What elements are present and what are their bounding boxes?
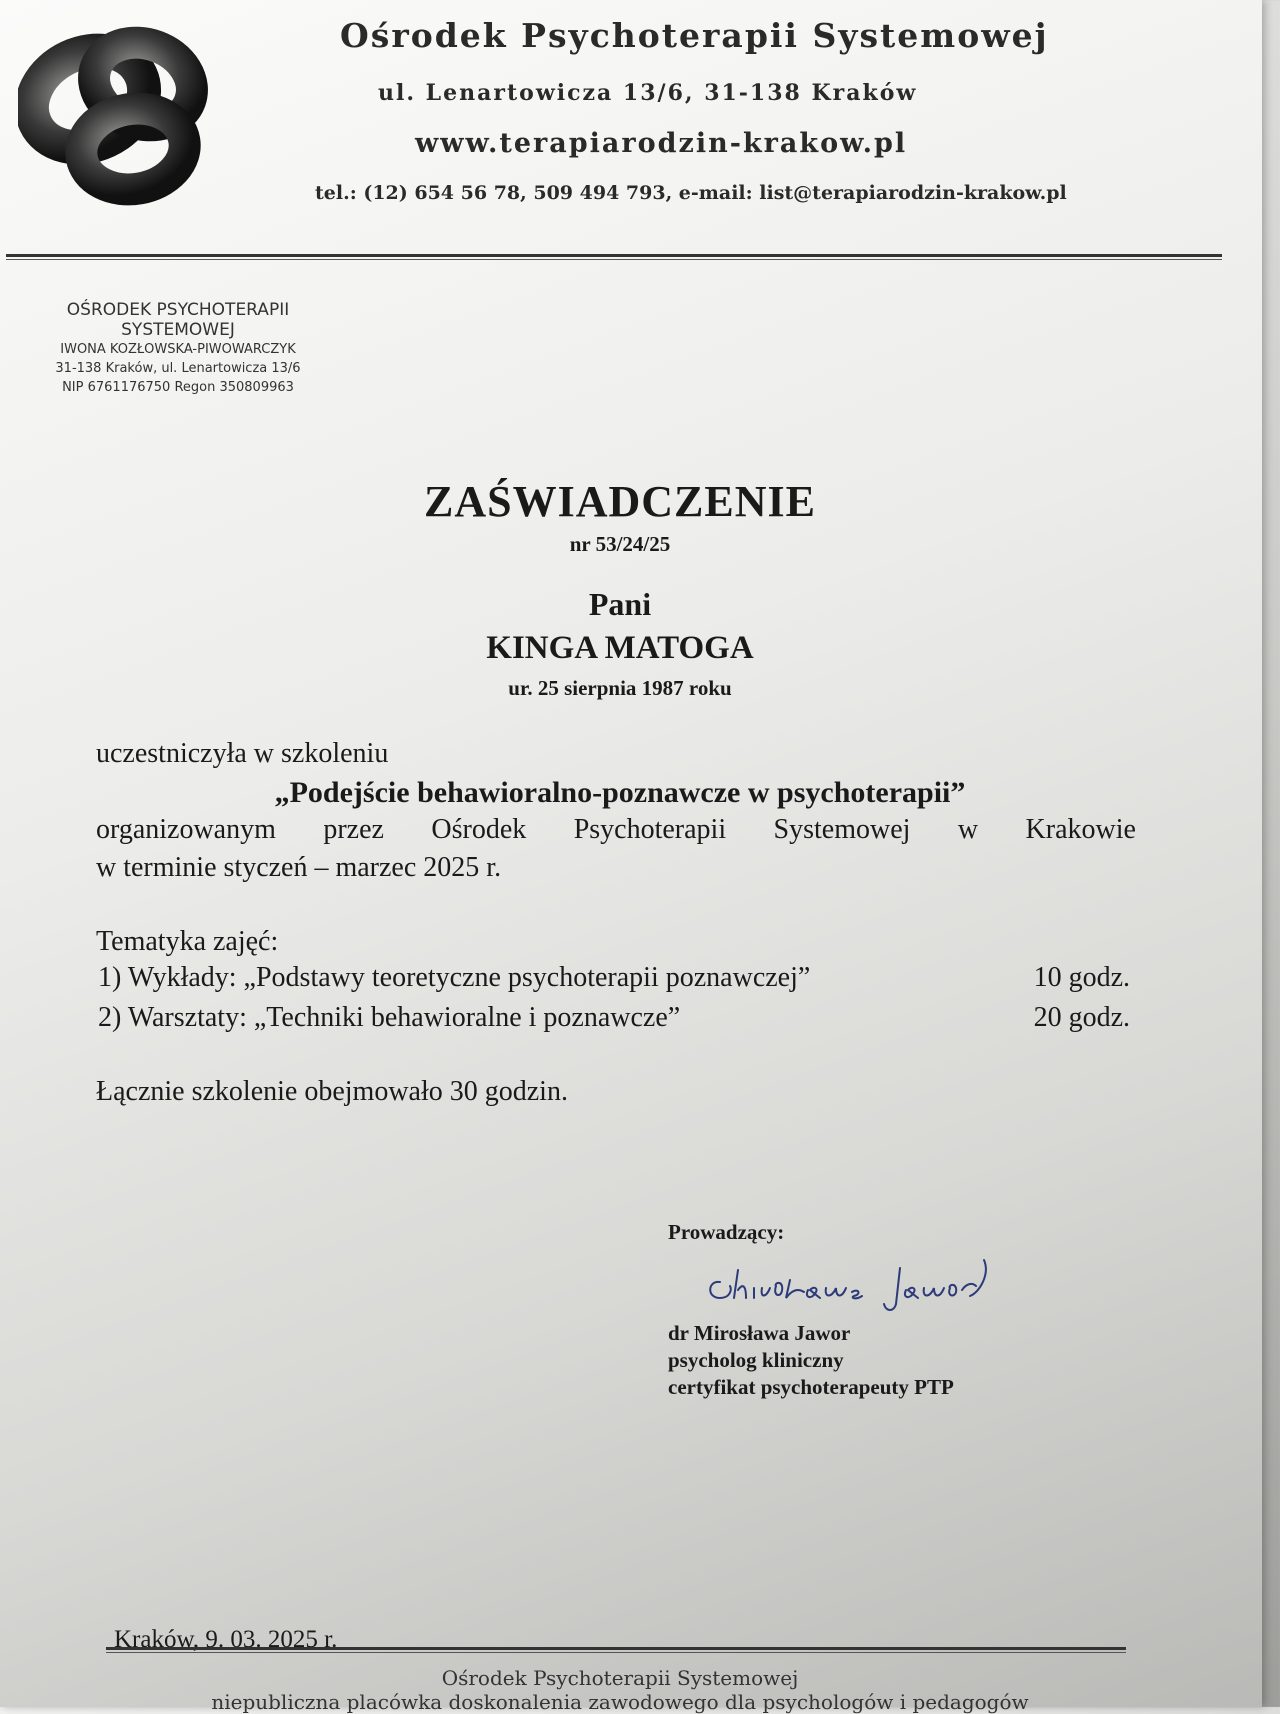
word: Psychoterapii (573, 814, 727, 845)
word: Systemowej (773, 814, 911, 845)
stamp-line: 31-138 Kraków, ul. Lenartowicza 13/6 (55, 361, 301, 376)
lead-role: psycholog kliniczny (668, 1348, 844, 1372)
org-name: Ośrodek Psychoterapii Systemowej (340, 16, 1049, 55)
organized-by-text (96, 814, 1136, 846)
place-date: Kraków, 9. 03. 2025 r. (114, 1626, 338, 1653)
certificate-title: ZAŚWIADCZENIE (424, 477, 816, 526)
topic-hours: 20 godz. (1033, 1002, 1130, 1033)
certificate-number: nr 53/24/25 (569, 532, 671, 556)
lead-label: Prowadzący: (668, 1220, 785, 1244)
participated-text: uczestniczyła w szkoleniu (96, 738, 389, 769)
topics-label: Tematyka zajęć: (96, 926, 279, 957)
course-name: „Podejście behawioralno-poznawcze w psychoterapii” (274, 776, 966, 809)
topic-text: 1) Wykłady: „Podstawy teoretyczne psychoterapii poznawczej” (98, 962, 811, 993)
topic-text: 2) Warsztaty: „Techniki behawioralne i poznawcze” (98, 1002, 681, 1033)
lead-certificate: certyfikat psychoterapeuty PTP (668, 1375, 954, 1399)
word: w (957, 814, 979, 845)
word: przez (323, 814, 384, 845)
signature-icon (700, 1240, 1030, 1320)
word: Krakowie (1025, 814, 1136, 845)
footer-divider (106, 1647, 1126, 1653)
birth-date: ur. 25 sierpnia 1987 roku (508, 676, 732, 700)
footer-description: niepubliczna placówka doskonalenia zawodowego dla psychologów i pedagogów (211, 1690, 1029, 1714)
org-contact: tel.: (12) 654 56 78, 509 494 793, e-mail: list@terapiarodzin-krakow.pl (315, 182, 1067, 204)
org-stamp (28, 300, 328, 397)
word: organizowanym (96, 814, 276, 845)
topic-hours: 10 godz. (1033, 962, 1130, 993)
topic-row (98, 1002, 1130, 1034)
org-website: www.terapiarodzin-krakow.pl (415, 128, 908, 159)
stamp-line: OŚRODEK PSYCHOTERAPII (66, 300, 290, 320)
lead-name: dr Mirosława Jawor (668, 1321, 851, 1345)
recipient-name: KINGA MATOGA (486, 630, 754, 666)
salutation: Pani (588, 586, 652, 622)
word: Ośrodek (431, 814, 527, 845)
total-hours-text: Łącznie szkolenie obejmowało 30 godzin. (96, 1076, 568, 1107)
stamp-line: SYSTEMOWEJ (121, 320, 235, 340)
footer-org-name: Ośrodek Psychoterapii Systemowej (441, 1666, 799, 1690)
knot-logo-icon (18, 14, 218, 214)
topic-row (98, 962, 1130, 994)
stamp-line: IWONA KOZŁOWSKA-PIWOWARCZYK (60, 342, 296, 357)
term-text: w terminie styczeń – marzec 2025 r. (96, 852, 502, 883)
header-divider (6, 254, 1222, 260)
org-address: ul. Lenartowicza 13/6, 31-138 Kraków (378, 80, 918, 106)
stamp-line: NIP 6761176750 Regon 350809963 (62, 380, 294, 395)
